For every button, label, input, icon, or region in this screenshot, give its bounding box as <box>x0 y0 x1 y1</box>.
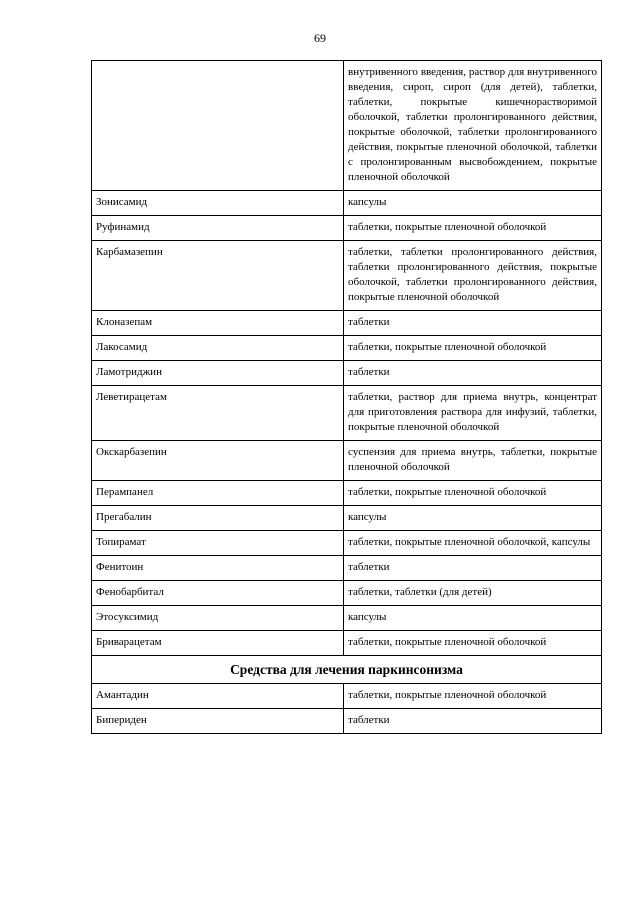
dosage-form-cell: таблетки <box>344 556 602 581</box>
table-row <box>92 441 602 481</box>
drug-name-cell: Этосуксимид <box>92 606 344 631</box>
dosage-form-cell: таблетки, покрытые пленочной оболочкой <box>344 336 602 361</box>
drug-name-cell: Клоназепам <box>92 311 344 336</box>
table-row <box>92 581 602 606</box>
drug-name-cell: Леветирацетам <box>92 386 344 441</box>
drug-name-cell: Фенитоин <box>92 556 344 581</box>
table-row <box>92 386 602 441</box>
drug-name-cell: Карбамазепин <box>92 241 344 311</box>
dosage-form-cell: таблетки <box>344 709 602 734</box>
section-title: Средства для лечения паркинсонизма <box>92 656 602 684</box>
table-row <box>92 191 602 216</box>
table-row <box>92 631 602 656</box>
dosage-form-cell: таблетки, покрытые пленочной оболочкой <box>344 684 602 709</box>
drug-name-cell: Руфинамид <box>92 216 344 241</box>
dosage-form-cell: капсулы <box>344 606 602 631</box>
dosage-form-cell: внутривенного введения, раствор для внутривенного введения, сироп, сироп (для детей), таблетки, таблетки, покрытые кишечнорастворимой оболочкой, таблетки пролонгированного действия, покрытые оболочкой, таблетки пролонгированного действия, покрытые пленочной оболочкой, таблетки с пролонгированным высвобождением, покрытые пленочной оболочкой <box>344 61 602 191</box>
table-row <box>92 241 602 311</box>
table-row <box>92 61 602 191</box>
drug-name-cell: Бипериден <box>92 709 344 734</box>
dosage-form-cell: таблетки, таблетки пролонгированного действия, таблетки пролонгированного действия, покрытые оболочкой, таблетки пролонгированного действия, покрытые пленочной оболочкой <box>344 241 602 311</box>
drug-name-cell: Топирамат <box>92 531 344 556</box>
dosage-form-cell: таблетки, покрытые пленочной оболочкой <box>344 631 602 656</box>
table-row <box>92 606 602 631</box>
drug-name-cell: Амантадин <box>92 684 344 709</box>
table-row <box>92 481 602 506</box>
dosage-form-cell: капсулы <box>344 191 602 216</box>
dosage-form-cell: капсулы <box>344 506 602 531</box>
drug-name-cell: Фенобарбитал <box>92 581 344 606</box>
table-body <box>92 61 602 734</box>
table-row <box>92 361 602 386</box>
dosage-form-cell: таблетки, покрытые пленочной оболочкой, капсулы <box>344 531 602 556</box>
dosage-form-cell: таблетки, покрытые пленочной оболочкой <box>344 216 602 241</box>
drug-name-cell: Зонисамид <box>92 191 344 216</box>
dosage-form-cell: суспензия для приема внутрь, таблетки, покрытые пленочной оболочкой <box>344 441 602 481</box>
dosage-form-cell: таблетки, таблетки (для детей) <box>344 581 602 606</box>
dosage-form-cell: таблетки <box>344 311 602 336</box>
page-number: 69 <box>314 31 326 45</box>
table-row <box>92 216 602 241</box>
dosage-form-cell: таблетки, раствор для приема внутрь, концентрат для приготовления раствора для инфузий, таблетки, покрытые пленочной оболочкой <box>344 386 602 441</box>
table-row <box>92 556 602 581</box>
drug-name-cell: Прегабалин <box>92 506 344 531</box>
drug-name-cell: Перампанел <box>92 481 344 506</box>
table-row <box>92 531 602 556</box>
table-row <box>92 684 602 709</box>
table-row <box>92 709 602 734</box>
drug-name-cell: Бриварацетам <box>92 631 344 656</box>
table-row <box>92 506 602 531</box>
table-row <box>92 336 602 361</box>
drug-name-cell: Ламотриджин <box>92 361 344 386</box>
drug-name-cell: Окскарбазепин <box>92 441 344 481</box>
table-row <box>92 311 602 336</box>
dosage-form-cell: таблетки <box>344 361 602 386</box>
drug-name-cell <box>92 61 344 191</box>
section-row <box>92 656 602 684</box>
drug-forms-table <box>91 60 602 734</box>
drug-name-cell: Лакосамид <box>92 336 344 361</box>
dosage-form-cell: таблетки, покрытые пленочной оболочкой <box>344 481 602 506</box>
